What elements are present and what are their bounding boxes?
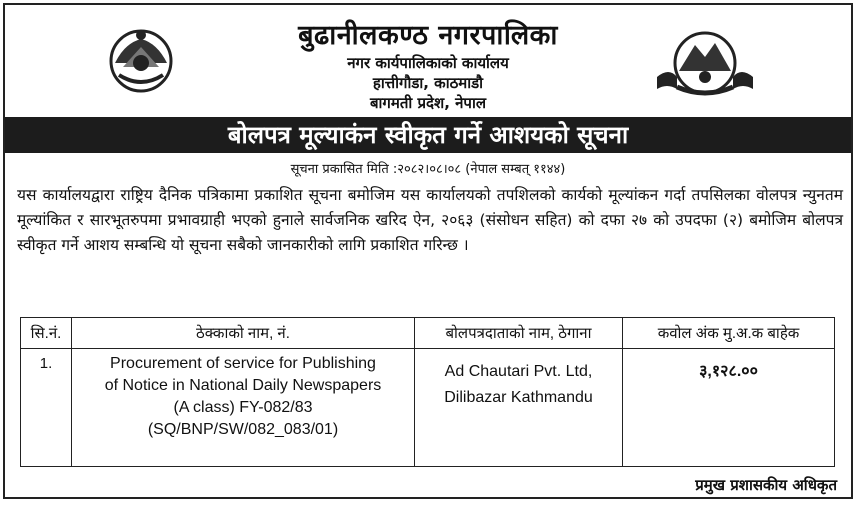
header-bidder: बोलपत्रदाताको नाम, ठेगाना — [415, 318, 623, 349]
contract-line: (A class) FY-082/83 — [173, 399, 313, 416]
header-serial: सि.नं. — [21, 318, 72, 349]
office-location: हात्तीगौडा, काठमाडौ — [372, 74, 484, 92]
municipality-name: बुढानीलकण्ठ नगरपालिका — [298, 20, 558, 51]
office-name: नगर कार्यपालिकाको कार्यालय — [347, 54, 509, 72]
contract-line: (SQ/BNP/SW/082_083/01) — [147, 421, 339, 438]
award-table — [20, 317, 835, 467]
header-contract: ठेक्काको नाम, नं. — [72, 318, 415, 349]
province-name: बागमती प्रदेश, नेपाल — [369, 94, 487, 112]
amount-cell: ३,१२८.०० — [623, 349, 835, 467]
table-header-row — [21, 318, 835, 349]
bidder-address: Dilibazar Kathmandu — [444, 389, 593, 406]
notice-header — [5, 5, 851, 115]
bidder-cell — [415, 349, 623, 467]
contract-cell — [72, 349, 415, 467]
publication-date: सूचना प्रकासित मिति :२०८२।०८।०८ (नेपाल सम्बत् ११४४) — [290, 162, 566, 177]
notice-body: यस कार्यालयद्वारा राष्ट्रिय दैनिक पत्रिकामा प्रकाशित सूचना बमोजिम यस कार्यालयको तपशिलको कार्यको मूल्यांकन गर्दा तपसिलका वोलपत्र न्युनतम मूल्यांकित र सारभूतरुपमा प्रभावग्राही भएको हुनाले सार्वजनिक खरिद ऐन, २०६३ (संसोधन सहित) को दफा २७ को उपदफा (२) बमोजिम बोलपत्र स्वीकृत गर्ने आशय सम्बन्धि यो सूचना सबैको जानकारीको लागि प्रकाशित गरिन्छ । — [17, 186, 843, 254]
bidder-name: Ad Chautari Pvt. Ltd, — [444, 363, 593, 380]
signature-title: प्रमुख प्रशासकीय अधिकृत — [695, 476, 837, 494]
table-row — [21, 349, 835, 467]
contract-line: Procurement of service for Publishing — [110, 355, 376, 372]
notice-title-banner: बोलपत्र मूल्याकंन स्वीकृत गर्ने आशयको सूचना — [5, 117, 851, 153]
serial-cell: 1. — [21, 349, 72, 467]
notice-frame — [3, 3, 853, 499]
municipality-logo-icon — [655, 27, 755, 99]
contract-line: of Notice in National Daily Newspapers — [104, 377, 382, 394]
header-amount: कवोल अंक मु.अ.क बाहेक — [623, 318, 835, 349]
